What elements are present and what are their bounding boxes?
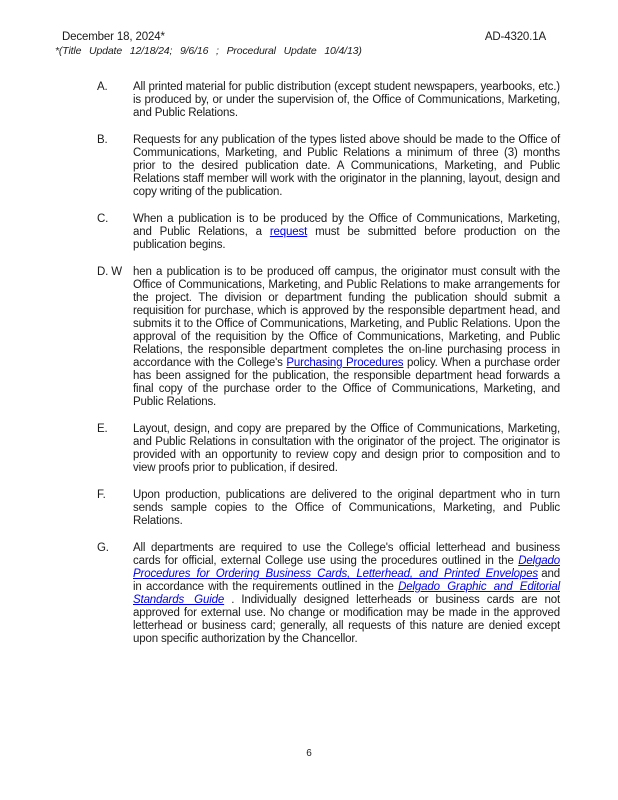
hyperlink[interactable]: Delgado Graphic and Editorial Standards Guide	[133, 581, 560, 606]
paragraph-list	[62, 81, 560, 646]
paragraph-label: A.	[97, 81, 108, 93]
text-run: Upon production, publications are delivered to the original department who in turn sends sample copies to the Office of Communications, Marketing, and Public Relations.	[133, 489, 560, 527]
paragraph-text	[133, 81, 560, 120]
hyperlink[interactable]: Purchasing Procedures	[286, 357, 404, 369]
text-run: must be submitted before production on the publication begins.	[133, 226, 560, 251]
revision-note: *(Title Update 12/18/24; 9/6/16 ; Procedural Update 10/4/13)	[55, 45, 362, 57]
paragraph-text	[133, 542, 560, 646]
paragraph-text	[133, 134, 560, 199]
paragraph-text	[133, 423, 560, 475]
paragraph-label: F.	[97, 489, 106, 501]
paragraph-C	[97, 213, 560, 252]
paragraph-label: D. W	[97, 266, 122, 278]
paragraph-text	[133, 266, 560, 409]
paragraph-E	[97, 423, 560, 475]
text-run: Layout, design, and copy are prepared by the Office of Communications, Marketing, and Public Relations in consultation with the originator of the project. The originator is provided with an opportunity to review copy and design prior to composition and to view proofs prior to publication, if desired.	[133, 423, 560, 474]
paragraph-D	[97, 266, 560, 409]
hyperlink[interactable]: Delgado Procedures for Ordering Business Cards, Letterhead, and Printed Envelopes	[133, 555, 560, 580]
paragraph-text	[133, 213, 560, 252]
paragraph-text	[133, 489, 560, 528]
text-run: All departments are required to use the College's official letterhead and business cards for official, external College use using the procedures outlined in the	[133, 542, 560, 567]
paragraph-label: E.	[97, 423, 108, 435]
paragraph-G	[97, 542, 560, 646]
text-run: . Individually designed letterheads or business cards are not approved for external use. No change or modification may be made in the approved letterhead or business card; generally, all requests of this nature are denied except upon specific authorization by the Chancellor.	[133, 594, 560, 645]
header-date: December 18, 2024*	[62, 31, 165, 43]
paragraph-label: G.	[97, 542, 109, 554]
document-number: AD-4320.1A	[484, 31, 546, 43]
paragraph-F	[97, 489, 560, 528]
text-run: and in accordance with the requirements outlined in the	[133, 568, 560, 593]
text-run: All printed material for public distribution (except student newspapers, yearbooks, etc.) is produced by, or under the supervision of, the Office of Communications, Marketing, and Public Relations.	[133, 81, 560, 119]
paragraph-B	[97, 134, 560, 199]
page-number: 6	[306, 748, 312, 759]
paragraph-label: C.	[97, 213, 109, 225]
hyperlink[interactable]: request	[269, 226, 308, 238]
paragraph-label: B.	[97, 134, 108, 146]
paragraph-A	[97, 81, 560, 120]
text-run: When a publication is to be produced by the Office of Communications, Marketing, and Public Relations, a	[133, 213, 560, 238]
text-run: Requests for any publication of the types listed above should be made to the Office of Communications, Marketing, and Public Relations a minimum of three (3) months prior to the desired publication date. A Communications, Marketing, and Public Relations staff member will work with the originator in the planning, layout, design and copy writing of the publication.	[133, 134, 560, 198]
document-header	[62, 30, 560, 44]
text-run: hen a publication is to be produced off campus, the originator must consult with the Office of Communications, Marketing, and Public Relations to make arrangements for the project. The division or department funding the publication should submit a requisition for purchase, which is approved by the responsible department head, and submits it to the Office of Communications, Marketing, and Public Relations. Upon the approval of the requisition by the Office of Communications, Marketing, and Public Relations, the responsible department completes the on-line purchasing process in accordance with the College's	[133, 266, 560, 369]
text-run: policy. When a purchase order has been assigned for the publication, the responsible department head forwards a final copy of the purchase order to the Office of Communications, Marketing, and Public Relations.	[133, 357, 561, 408]
